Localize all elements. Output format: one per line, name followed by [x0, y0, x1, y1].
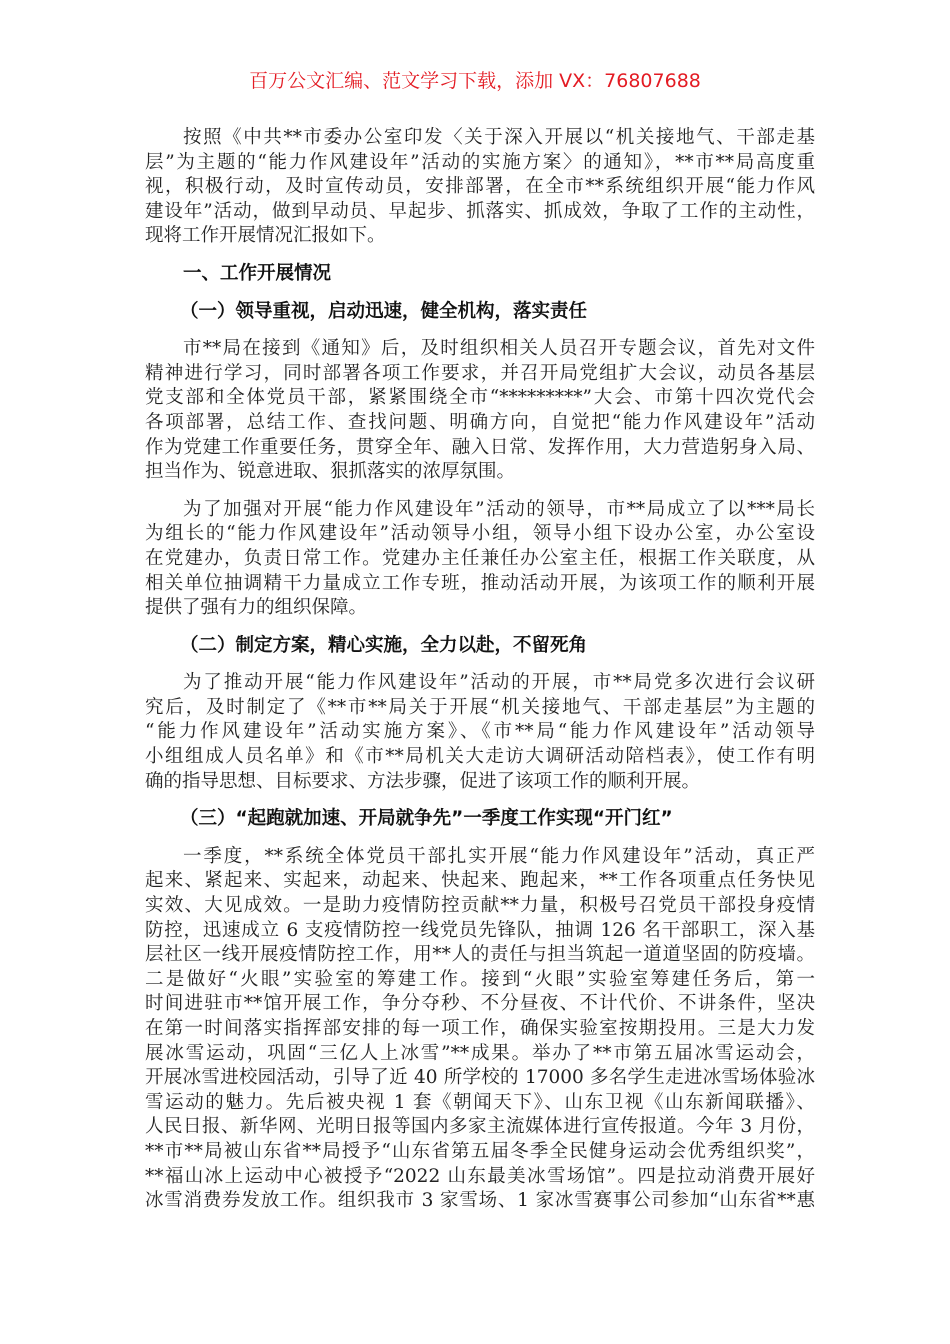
- paragraph-line: 为组长的“能力作风建设年”活动领导小组，领导小组下设办公室，办公室设: [145, 523, 815, 545]
- paragraph-line: 时间进驻市**馆开展工作，争分夺秒、不分昼夜、不计代价、不讲条件，坚决: [145, 993, 815, 1015]
- paragraph-line: 冰雪消费券发放工作。组织我市 3 家雪场、1 家冰雪赛事公司参加“山东省**惠: [145, 1190, 815, 1212]
- paragraph-line: 雪运动的魅力。先后被央视 1 套《朝闻天下》、山东卫视《山东新闻联播》、: [145, 1091, 815, 1113]
- paragraph-line: 党支部和全体党员干部，紧紧围绕全市“*********”大会、市第十四次党代会: [145, 387, 815, 409]
- paragraph-line: 现将工作开展情况汇报如下。: [145, 225, 386, 247]
- paragraph-line: 小组组成人员名单》和《市**局机关大走访大调研活动陪档表》，使工作有明: [145, 746, 815, 768]
- paragraph: [145, 126, 815, 249]
- paragraph-line: 提供了强有力的组织保障。: [145, 597, 368, 619]
- paragraph-line: 视，积极行动，及时宣传动员，安排部署，在全市**系统组织开展“能力作风: [145, 176, 815, 198]
- paragraph-line: 相关单位抽调精干力量成立工作专班，推动活动开展，为该项工作的顺利开展: [145, 572, 815, 594]
- download-banner: 百万公文汇编、范文学习下载，添加 VX：76807688: [249, 70, 701, 92]
- paragraph-line: 层”为主题的“能力作风建设年”活动的实施方案〉的通知》，**市**局高度重: [145, 151, 815, 173]
- paragraph-line: 展冰雪运动，巩固“三亿人上冰雪”**成果。举办了**市第五届冰雪运动会，: [145, 1042, 815, 1064]
- paragraph-line: 人民日报、新华网、光明日报等国内多家主流媒体进行宣传报道。今年 3 月份，: [145, 1116, 815, 1138]
- paragraph: [145, 337, 815, 485]
- paragraph-line: 为了推动开展“能力作风建设年”活动的开展，市**局党多次进行会议研: [183, 672, 815, 694]
- paragraph-line: 起来、紧起来、实起来，动起来、快起来、跑起来，**工作各项重点任务快见: [145, 870, 815, 892]
- paragraph-line: 在党建办，负责日常工作。党建办主任兼任办公室主任，根据工作关联度，从: [145, 547, 815, 569]
- paragraph: [145, 671, 815, 794]
- document-body: [145, 126, 815, 1214]
- paragraph-line: 建设年”活动，做到早动员、早起步、抓落实、抓成效，争取了工作的主动性，: [145, 200, 815, 222]
- paragraph-line: 按照《中共**市委办公室印发〈关于深入开展以“机关接地气、干部走基: [183, 127, 815, 148]
- paragraph-line: 各项部署，总结工作、查找问题、明确方向，自觉把“能力作风建设年”活动: [145, 411, 815, 433]
- paragraph-line: “能力作风建设年”活动实施方案》、《市**局“能力作风建设年”活动领导: [145, 721, 815, 743]
- paragraph-line: 担当作为、锐意进取、狠抓落实的浓厚氛围。: [145, 461, 516, 483]
- paragraph-line: 层社区一线开展疫情防控工作，用**人的责任与担当筑起一道道坚固的防疫墙。: [145, 944, 815, 966]
- section-heading: 一、工作开展情况: [183, 262, 332, 284]
- paragraph-line: 在第一时间落实指挥部安排的每一项工作，确保实验室按期投用。三是大力发: [145, 1018, 815, 1039]
- paragraph-line: 实效、大见成效。一是助力疫情防控贡献**力量，积极号召党员干部投身疫情: [145, 895, 815, 917]
- paragraph-line: 确的指导思想、目标要求、方法步骤，促进了该项工作的顺利开展。: [145, 770, 701, 792]
- paragraph-line: 一季度，**系统全体党员干部扎实开展“能力作风建设年”活动，真正严: [183, 845, 815, 867]
- subsection-heading: （二）制定方案，精心实施，全力以赴，不留死角: [180, 634, 588, 656]
- paragraph-line: 开展冰雪进校园活动，引导了近 40 所学校的 17000 多名学生走进冰雪场体验冰: [145, 1067, 815, 1089]
- paragraph-line: **市**局被山东省**局授予“山东省第五届冬季全民健身运动会优秀组织奖”，: [145, 1140, 815, 1162]
- paragraph-line: 精神进行学习，同时部署各项工作要求，并召开局党组扩大会议，动员各基层: [145, 362, 815, 384]
- paragraph-line: **福山冰上运动中心被授予“2022 山东最美冰雪场馆”。四是拉动消费开展好: [145, 1165, 815, 1187]
- paragraph: [145, 845, 815, 1214]
- paragraph-line: 作为党建工作重要任务，贯穿全年、融入日常、发挥作用，大力营造躬身入局、: [145, 436, 815, 458]
- paragraph: [145, 498, 815, 621]
- paragraph-line: 二是做好“火眼”实验室的筹建工作。接到“火眼”实验室筹建任务后，第一: [145, 968, 815, 990]
- paragraph-line: 防控，迅速成立 6 支疫情防控一线党员先锋队，抽调 126 名干部职工，深入基: [145, 919, 815, 941]
- paragraph-line: 市**局在接到《通知》后，及时组织相关人员召开专题会议，首先对文件: [183, 338, 815, 360]
- paragraph-line: 究后，及时制定了《**市**局关于开展“机关接地气、干部走基层”为主题的: [145, 696, 815, 718]
- paragraph-line: 为了加强对开展“能力作风建设年”活动的领导，市**局成立了以***局长: [183, 498, 815, 520]
- subsection-heading: （一）领导重视，启动迅速，健全机构，落实责任: [180, 300, 588, 322]
- subsection-heading: （三）“起跑就加速、开局就争先”一季度工作实现“开门红”: [180, 808, 673, 830]
